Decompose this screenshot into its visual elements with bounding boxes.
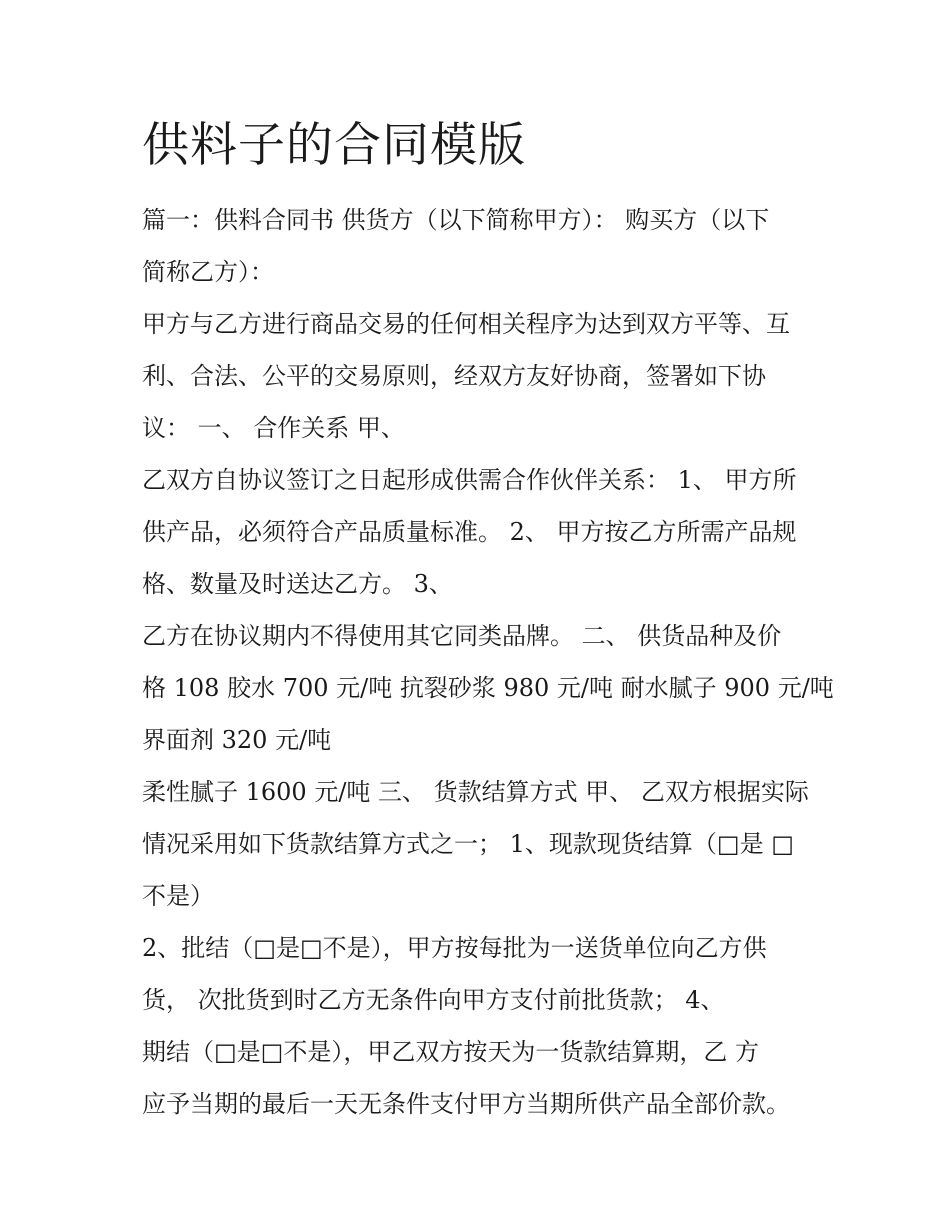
body-line: 期结（□是□不是），甲乙双方按天为一货款结算期，乙 方: [142, 1038, 759, 1066]
document-body: [142, 194, 834, 1130]
body-line: 2、批结（□是□不是），甲方按每批为一送货单位向乙方供: [142, 934, 767, 962]
body-line: 供产品，必须符合产品质量标准。 2、 甲方按乙方所需产品规: [142, 518, 797, 546]
body-line: 篇一：供料合同书 供货方（以下简称甲方）： 购买方（以下: [142, 206, 770, 234]
document-page: [142, 112, 834, 1130]
body-line: 乙双方自协议签订之日起形成供需合作伙伴关系： 1、 甲方所: [142, 466, 797, 494]
body-line: 界面剂 320 元/吨: [142, 726, 332, 754]
document-title: 供料子的合同模版: [142, 118, 526, 173]
body-line: 简称乙方）：: [142, 258, 274, 286]
body-line: 议： 一、 合作关系 甲、: [142, 414, 405, 442]
body-line: 货， 次批货到时乙方无条件向甲方支付前批货款； 4、: [142, 986, 725, 1014]
body-line: 格 108 胶水 700 元/吨 抗裂砂浆 980 元/吨 耐水腻子 900 元/吨: [142, 674, 834, 702]
body-line: 柔性腻子 1600 元/吨 三、 货款结算方式 甲、 乙双方根据实际: [142, 778, 809, 806]
body-line: 乙方在协议期内不得使用其它同类品牌。 二、 供货品种及价: [142, 622, 782, 650]
body-line: 不是）: [142, 882, 214, 910]
body-line: 利、合法、公平的交易原则，经双方友好协商，签署如下协: [142, 362, 766, 390]
body-line: 格、数量及时送达乙方。 3、: [142, 570, 453, 598]
body-line: 应予当期的最后一天无条件支付甲方当期所供产品全部价款。: [142, 1090, 790, 1118]
body-line: 情况采用如下货款结算方式之一； 1、现款现货结算（□是 □: [142, 830, 794, 858]
body-line: 甲方与乙方进行商品交易的任何相关程序为达到双方平等、互: [142, 310, 790, 338]
